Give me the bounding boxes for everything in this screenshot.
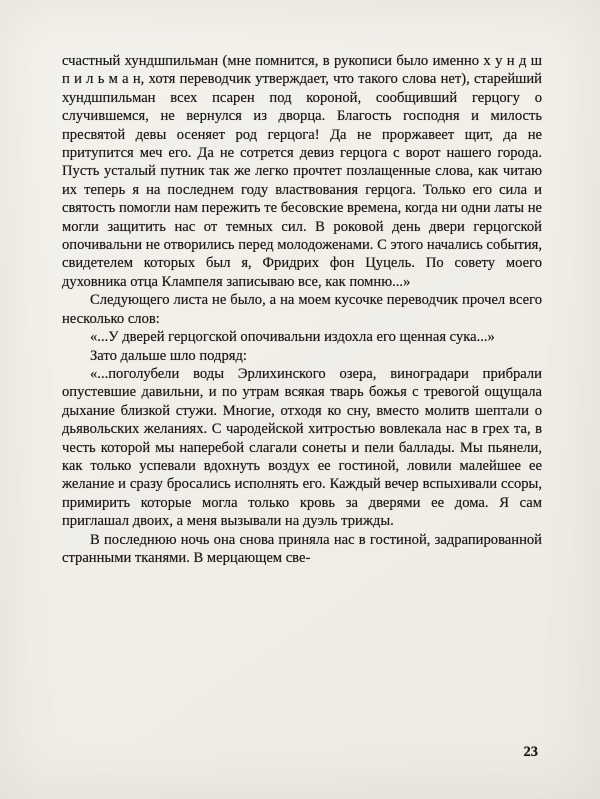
- page-number: 23: [523, 744, 538, 760]
- paragraph: «...поголубели воды Эрлихинского озера, виноградари прибрали опустевшие давильни, и по утрам всякая тварь божья с тревогой ощущала дыхание близкой стужи. Многие, отходя ко сну, вместо молитв шептали о дьявольских желаниях. С чародейской хитростью вовлекала нас в грех та, в честь которой мы наперебой слагали сонеты и пели баллады. Мы пьянели, как только успевали вдохнуть воздух ее гостиной, ловили малейшее ее желание и сразу бросались исполнять его. Каждый вечер вспыхивали ссоры, примирить которые могла только кровь за дверями ее дома. Я сам приглашал двоих, а меня вызывали на дуэль трижды.: [62, 365, 542, 530]
- body-text: [62, 52, 542, 567]
- paragraph: Зато дальше шло подряд:: [90, 347, 247, 364]
- paragraph: «...У дверей герцогской опочивальни издохла его щенная сука...»: [90, 329, 495, 346]
- paragraph: Следующего листа не было, а на моем кусочке переводчик прочел всего несколько слов:: [62, 292, 542, 327]
- paragraph: В последнюю ночь она снова приняла нас в гостиной, задрапированной странными тканями. В мерцающем све-: [62, 531, 542, 566]
- paragraph: счастный хундшпильман (мне помнится, в рукописи было именно х у н д ш п и л ь м а н, хотя переводчик утверждает, что такого слова нет), старейший хундшпильман всех псарен под короной, сообщивший герцогу о случившемся, не вернулся из дворца. Благость господня и милость пресвятой девы осеняет род герцога! Да не проржавеет щит, да не притупится меч его. Да не сотрется девиз герцога с ворот нашего города. Пусть усталый путник так же легко прочтет позлащенные слова, как читаю их теперь я на последнем году властвования герцога. Только его сила и святость помогли нам пережить те бесовские времена, когда ни одни латы не могли защитить нас от темных сил. В роковой день двери герцогской опочивальни не отворились перед молодоженами. С этого начались события, свидетелем которых был я, Фридрих фон Цуцель. По совету моего духовника отца Клампеля записываю все, как помню...»: [62, 53, 542, 290]
